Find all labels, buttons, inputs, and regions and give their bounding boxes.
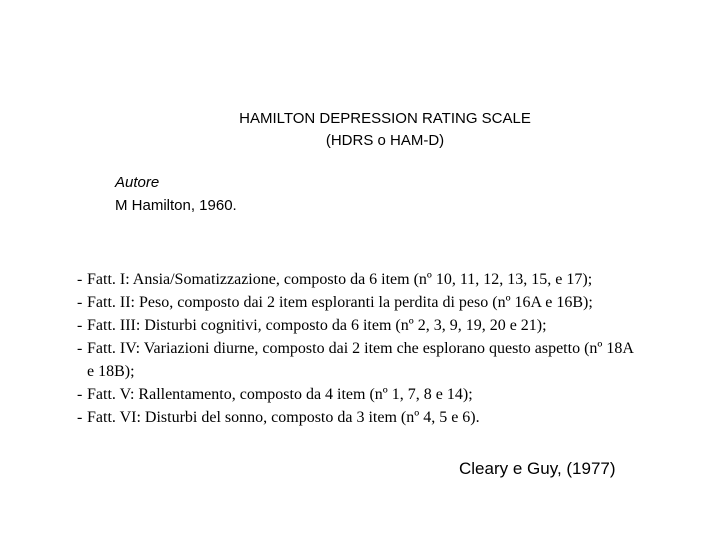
factor-text: Fatt. VI: Disturbi del sonno, composto da 3 item (nº 4, 5 e 6). <box>87 409 480 426</box>
factor-item <box>77 268 637 291</box>
bullet-dash: - <box>77 271 83 288</box>
bullet-dash: - <box>77 317 83 334</box>
author-label: Autore <box>115 174 160 191</box>
bullet-dash: - <box>77 386 83 403</box>
title-line-1: HAMILTON DEPRESSION RATING SCALE <box>239 110 531 127</box>
citation: Cleary e Guy, (1977) <box>459 459 616 478</box>
factor-text: Fatt. V: Rallentamento, composto da 4 item (nº 1, 7, 8 e 14); <box>87 386 473 403</box>
bullet-dash: - <box>77 409 83 426</box>
factor-text: Fatt. II: Peso, composto dai 2 item esploranti la perdita di peso (nº 16A e 16B); <box>87 294 593 311</box>
factor-text: Fatt. I: Ansia/Somatizzazione, composto da 6 item (nº 10, 11, 12, 13, 15, e 17); <box>87 271 593 288</box>
factor-item <box>77 383 637 406</box>
factor-text: Fatt. IV: Variazioni diurne, composto dai 2 item che esplorano questo aspetto (nº 18A e 18B); <box>87 340 634 380</box>
factor-item <box>77 291 637 314</box>
factor-item <box>77 314 637 337</box>
title-line-2: (HDRS o HAM-D) <box>325 132 445 149</box>
author-block <box>115 171 237 217</box>
bullet-dash: - <box>77 340 83 357</box>
factor-list <box>77 268 637 429</box>
document-title <box>200 108 570 152</box>
author-value: M Hamilton, 1960. <box>115 197 237 214</box>
bullet-dash: - <box>77 294 83 311</box>
factor-item <box>77 337 637 383</box>
factor-item <box>77 406 637 429</box>
factor-text: Fatt. III: Disturbi cognitivi, composto da 6 item (nº 2, 3, 9, 19, 20 e 21); <box>87 317 547 334</box>
